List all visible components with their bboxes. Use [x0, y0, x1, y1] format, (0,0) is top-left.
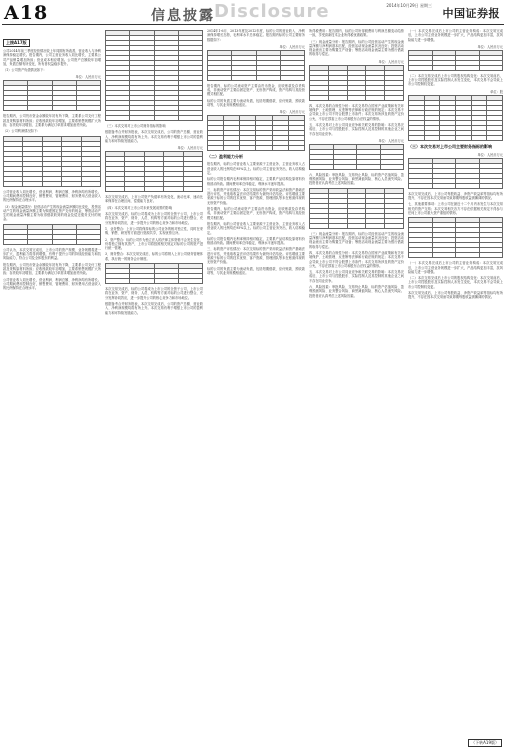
article-paragraph: 三、标的资产评估情况：本次交易标的资产采用收益法和资产基础法进行评估，并选取收益法评估结果作为最终评估结论。评估增值主要来源于标的公司的技术优势、客户资源、管理团队等未在账面体现的无形资产价值。	[207, 187, 305, 205]
table-row	[106, 279, 203, 284]
table-row	[310, 164, 404, 169]
article-paragraph: 公司2014年前三季度经营情况较上年同期有所改善，营业收入与净利润保持稳定增长。报告期内，公司主营业务收入同比增长，主要系公司产品销量增加所致；营业成本相应增加。公司资产总额较年初增加，负债总额有所变化，所有者权益稳步提升。	[3, 49, 101, 66]
article-paragraph: 报告期内，标的公司营业收入主要来源于主营业务，主营业务收入占营业收入的比例均在95%以上。标的公司主营业务突出，收入结构稳定。	[207, 162, 305, 175]
newspaper-logo: 中国证券报	[442, 7, 500, 20]
financial-table	[105, 151, 203, 192]
table-row	[106, 116, 203, 121]
article-paragraph: 报告期内，标的公司流动资产主要由货币资金、应收账款及存货构成，非流动资产主要由固定资产、无形资产构成，资产结构与其经营模式相匹配。	[207, 83, 305, 97]
table-row	[208, 146, 305, 151]
article-paragraph: （三）现金流量分析：报告期内，标的公司经营活动产生的现金流量净额与净利润基本匹配，经营活动现金流量状况良好；投资活动现金流出主要为购置生产设备；筹资活动现金流量主要为银行借款的取得与偿还。	[309, 231, 404, 249]
table-row	[310, 223, 404, 228]
table-unit: 单位：人民币万元	[477, 152, 503, 157]
article-paragraph: （四）本次交易对上市公司未来发展前景的影响	[105, 205, 172, 210]
table-unit: 单位：股	[490, 89, 503, 94]
column-2	[105, 29, 203, 741]
article-paragraph: 报告期内，公司货币资金余额较年初有所下降，主要系公司支付工程款及采购原材料所致；应收账款较年初增加，主要系销售规模扩大所致；存货较年初增加，主要系为满足订单需求增加备货所致。	[3, 262, 101, 276]
financial-table	[309, 144, 404, 170]
financial-table	[207, 115, 305, 151]
article-paragraph: 四、本次交易的合规性分析：本次交易符合国家产业政策和有关环境保护、土地管理、反垄断等法律和行政法规的规定；本次交易不会导致上市公司不符合股票上市条件；本次交易所涉及的资产定价公允，不存在损害上市公司和股东合法权益的情形。	[309, 250, 404, 268]
article-paragraph: 四、本次交易的合规性分析：本次交易符合国家产业政策和有关环境保护、土地管理、反垄断等法律和行政法规的规定；本次交易不会导致上市公司不符合股票上市条件；本次交易所涉及的资产定价公允，不存在损害上市公司和股东合法权益的情形。	[309, 103, 404, 121]
table-row	[409, 183, 503, 188]
page-number: A18	[4, 2, 49, 24]
article-paragraph: （一）本次交易完成后上市公司的主营业务构成：本次交易完成后，上市公司主营业务规模进一步扩大，产品结构更加丰富，抗风险能力进一步增强。	[408, 261, 503, 274]
article-paragraph: 六、风险因素：审批风险、交易终止风险、标的资产估值风险、盈利预测风险、业务整合风险、商誉减值风险、核心人员流失风险。投资者应认真考虑上述风险因素。	[309, 172, 404, 186]
article-paragraph: 1、业务整合：上市公司将保持标的公司业务的相对独立性，同时在采购、销售、研发等方面进行资源共享，实现优势互补。	[105, 226, 203, 236]
table-unit: 单位：人民币万元	[279, 44, 305, 49]
article-paragraph: 标的公司报告期内毛利率保持相对稳定，主要系产品结构及原材料价格波动所致。期间费用率总体稳定，利润水平逐年提高。	[207, 177, 305, 186]
table-row	[409, 65, 503, 70]
article-paragraph: （二）本次交易完成后上市公司的股权结构变化：本次交易前后，上市公司控股股东及实际控制人未发生变化，本次交易不会导致上市公司控制权变更。	[408, 276, 503, 289]
article-paragraph: 三、标的资产评估情况：本次交易标的资产采用收益法和资产基础法进行评估，并选取收益法评估结果作为最终评估结论。评估增值主要来源于标的公司的技术优势、客户资源、管理团队等未在账面体现的无形资产价值。	[207, 247, 305, 265]
table-unit: 单位：人民币万元	[477, 44, 503, 49]
shareholding-table	[408, 95, 503, 141]
article-paragraph: 公司营业收入同比增长，营业利润、利润总额、净利润均有所增长。公司期间费用控制良好，销售费用、管理费用、财务费用占营业收入的比例保持在合理水平。	[3, 189, 101, 203]
article-paragraph: （3）现金流量情况：经营活动产生的现金流量净额同比变化，投资活动产生的现金流量净额主要为购建固定资产支付的现金，筹资活动产生的现金流量净额主要为取得借款收到的现金及偿还债务支付的现金。	[3, 204, 101, 222]
table-row	[106, 187, 203, 192]
table-row	[4, 106, 101, 111]
column-4	[309, 29, 404, 741]
table-unit: 单位：人民币万元	[279, 110, 305, 115]
article-paragraph: （二）本次交易完成后上市公司的股权结构变化：本次交易前后，上市公司控股股东及实际控制人未发生变化，本次交易不会导致上市公司控制权变更。	[408, 73, 503, 87]
article-paragraph: （1）公司资产负债情况如下：	[3, 68, 47, 73]
article-paragraph: 公司认为，本次交易完成后，上市公司的资产规模、业务规模将进一步扩大，盈利能力将得到增强，有利于提升公司的持续经营能力和抗风险能力，符合公司及全体股东的利益。	[3, 247, 101, 261]
section-subheading: （二）盈利能力分析	[207, 154, 243, 160]
article-paragraph: 2014年1-6月、2013年度及2012年度，标的公司的营业收入、净利润保持增长态势，毛利率水平总体稳定。报告期内标的公司主要财务数据如下：	[207, 29, 305, 42]
financial-table	[3, 80, 101, 111]
article-paragraph: 报告期内，公司货币资金余额较年初有所下降，主要系公司支付工程款及采购原材料所致；应收账款较年初增加，主要系销售规模扩大所致；存货较年初增加，主要系为满足订单需求增加备货所致。	[3, 114, 101, 128]
financial-table	[3, 224, 101, 245]
table-unit: 单位：人民币万元	[378, 138, 404, 143]
article-paragraph: 本次交易完成后，上市公司每股收益、净资产收益率等指标均有所提升，不存在因本次交易而导致即期每股收益被摊薄的情况。	[408, 191, 503, 201]
article-paragraph: 本次交易完成后，上市公司每股收益、净资产收益率等指标均有所提升，不存在因本次交易而导致即期每股收益被摊薄的情况。	[408, 291, 503, 300]
article-paragraph: 3、财务整合：本次交易完成后，标的公司将纳入上市公司财务管理体系，执行统一的财务会计制度。	[105, 252, 203, 261]
financial-table	[309, 188, 404, 229]
financial-table	[105, 30, 203, 121]
article-paragraph: 根据备考合并财务报表，本次交易完成后，公司的资产总额、营业收入、净利润规模均将有所上升。本次交易有利于增强上市公司的盈利能力和可持续发展能力。	[105, 301, 203, 315]
section-title-cn: 信息披露	[151, 8, 215, 24]
article-paragraph: 报告期内，标的公司流动资产主要由货币资金、应收账款及存货构成，非流动资产主要由固定资产、无形资产构成，资产结构与其经营模式相匹配。	[207, 207, 305, 220]
masthead	[0, 0, 506, 27]
table-row	[409, 253, 503, 258]
table-row	[409, 135, 503, 140]
article-paragraph: （一）本次交易完成后上市公司的主营业务构成：本次交易完成后，上市公司主营业务规模进一步扩大，产品结构更加丰富，抗风险能力进一步增强。	[408, 29, 503, 42]
column-3	[207, 29, 305, 741]
column-1	[3, 29, 101, 741]
financial-table	[207, 50, 305, 81]
financial-table	[408, 50, 503, 71]
financial-table	[408, 217, 503, 258]
article-paragraph: 报告期内，标的公司营业收入主要来源于主营业务，主营业务收入占营业收入的比例均在95%以上。标的公司主营业务突出，收入结构稳定。	[207, 221, 305, 235]
article-paragraph: （三）本次交易对上市公司财务指标的影响	[105, 124, 166, 128]
continued-on-marker: （下转A19版）	[468, 739, 502, 747]
article-paragraph: 公司营业收入同比增长，营业利润、利润总额、净利润均有所增长。公司期间费用控制良好，销售费用、管理费用、财务费用占营业收入的比例保持在合理水平。	[3, 277, 101, 291]
table-unit: 单位：人民币万元	[378, 59, 404, 64]
article-paragraph: 七、其他重要事项：上市公司在最近十二个月内未发生与本次交易相关的资产交易；本次交易相关各方不存在依据相关规定不得参与任何上市公司重大资产重组的情形。	[408, 202, 503, 215]
column-5	[408, 29, 503, 741]
article-paragraph: 五、本次交易对上市公司同业竞争和关联交易的影响：本次交易完成后，上市公司与控股股东、实际控制人及其控制的其他企业之间不存在同业竞争。	[309, 122, 404, 136]
table-row	[4, 181, 101, 186]
financial-table	[309, 65, 404, 101]
article-paragraph: 标的公司的负债主要为流动负债，包括短期借款、应付账款、预收款项等，与其业务规模相适应。	[207, 266, 305, 275]
article-paragraph: 六、风险因素：审批风险、交易终止风险、标的资产估值风险、盈利预测风险、业务整合风险、商誉减值风险、核心人员流失风险。投资者应认真考虑上述风险因素。	[309, 285, 404, 298]
table-unit: 单位：人民币万元	[177, 146, 203, 151]
article-paragraph: 五、本次交易对上市公司同业竞争和关联交易的影响：本次交易完成后，上市公司与控股股东、实际控制人及其控制的其他企业之间不存在同业竞争。	[309, 270, 404, 283]
financial-table	[105, 263, 203, 284]
article-paragraph: 本次交易完成后，标的公司将成为上市公司的全资子公司，上市公司将在业务、资产、财务、人员、机构等方面对标的公司进行整合，充分发挥协同效应，进一步提升公司的核心竞争力和市场地位。	[105, 287, 203, 300]
article-paragraph: 2、资产整合：标的公司作为独立法人的法律主体资格不会发生变化，仍将独立拥有其资产，上市公司将按照相关规定对标的公司的资产进行统一管理。	[105, 237, 203, 251]
continued-from-box: 上接A17版	[3, 39, 30, 47]
table-row	[4, 239, 101, 244]
table-unit: 单位：人民币万元	[75, 75, 101, 80]
dateline: 2014年10月29日 星期三	[386, 3, 432, 8]
article-paragraph: 所得税费用：报告期内，标的公司所得税费用与利润总额变动趋势一致，享受高新技术企业所得税优惠政策。	[309, 29, 404, 38]
article-paragraph: 本次交易完成后，上市公司资产负债率有所变化，流动比率、速动比率保持在合理区间，偿债能力良好。	[105, 195, 203, 204]
header-rule	[2, 24, 504, 25]
section-title-en: Disclosure	[214, 1, 330, 22]
article-paragraph: （2）公司利润情况如下：	[3, 129, 41, 134]
article-paragraph: 根据备考合并财务报表，本次交易完成后，公司的资产总额、营业收入、净利润规模均将有所上升。本次交易有利于增强上市公司的盈利能力和可持续发展能力。	[105, 130, 203, 143]
article-paragraph: 标的公司的负债主要为流动负债，包括短期借款、应付账款、预收款项等，与其业务规模相适应。	[207, 98, 305, 108]
financial-table	[408, 158, 503, 189]
section-subheading: （三）本次交易对上市公司主要财务指标的影响	[408, 143, 492, 149]
article-paragraph: （三）现金流量分析：报告期内，标的公司经营活动产生的现金流量净额与净利润基本匹配，经营活动现金流量状况良好；投资活动现金流出主要为购置生产设备；筹资活动现金流量主要为银行借款的取得与偿还。	[309, 39, 404, 57]
financial-table	[3, 136, 101, 187]
table-row	[310, 95, 404, 100]
article-paragraph: 标的公司报告期内毛利率保持相对稳定，主要系产品结构及原材料价格波动所致。期间费用率总体稳定，利润水平逐年提高。	[207, 236, 305, 246]
article-paragraph: 本次交易完成后，标的公司将成为上市公司的全资子公司，上市公司将在业务、资产、财务、人员、机构等方面对标的公司进行整合，充分发挥协同效应，进一步提升公司的核心竞争力和市场地位。	[105, 212, 203, 225]
table-row	[208, 75, 305, 80]
